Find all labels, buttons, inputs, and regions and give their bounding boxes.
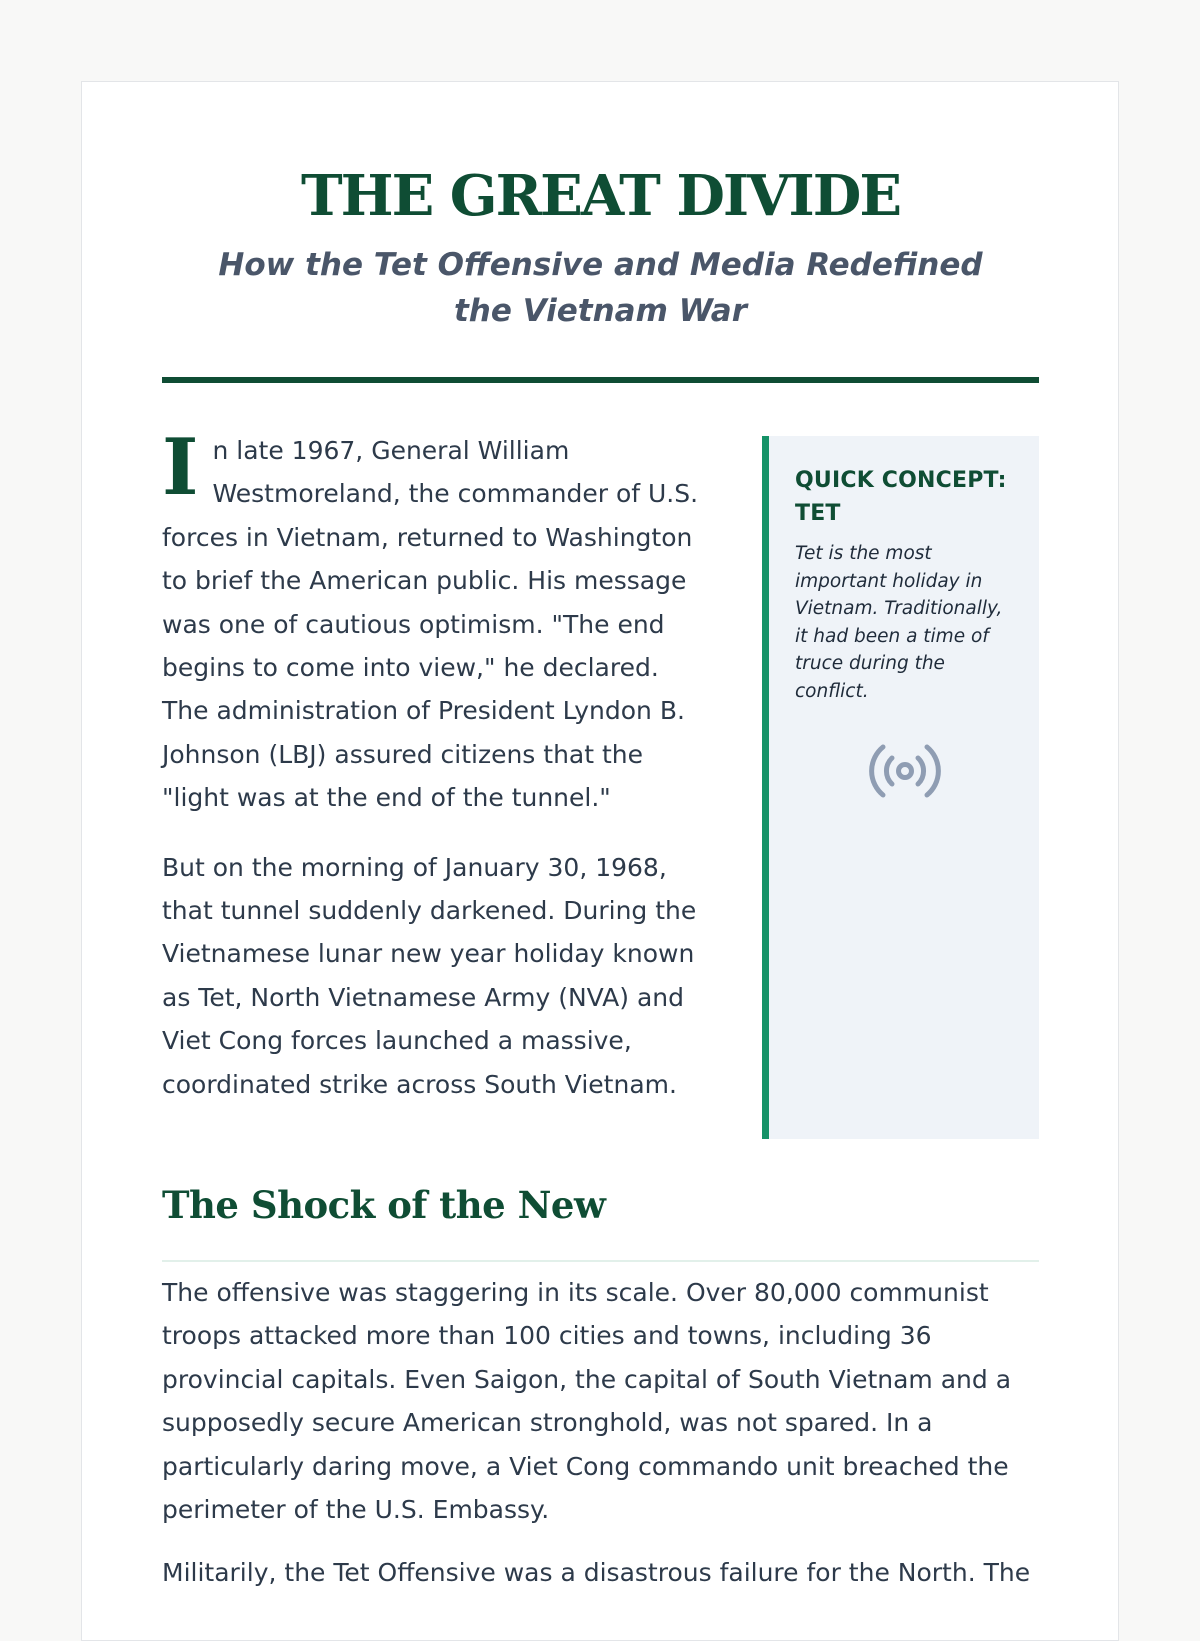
section-heading: The Shock of the New <box>162 1183 606 1227</box>
article-page <box>81 81 1119 1641</box>
quick-concept-sidebar <box>762 436 1039 1139</box>
intro-paragraph-2: But on the morning of January 30, 1968, that tunnel suddenly darkened. During the Vietnamese lunar new year holiday known as Tet, North Vietnamese Army (NVA) and Viet Cong forces launched a massive, coordinated strike across South Vietnam. <box>162 852 697 1099</box>
broadcast-icon <box>865 741 945 801</box>
section-divider <box>162 1260 1039 1262</box>
intro-paragraph-1-text: n late 1967, General William Westmoreland, the commander of U.S. forces in Vietnam, returned to Washington to brief the American public. His message was one of cautious optimism. "The end begins to come into view," he declared. The administration of President Lyndon B. Johnson (LBJ) assured citizens that the "light was at the end of the tunnel." <box>162 436 699 813</box>
page-subtitle: How the Tet Offensive and Media Redefined the Vietnam War <box>218 247 983 329</box>
section-paragraph-1: The offensive was staggering in its scale. Over 80,000 communist troops attacked more than 100 cities and towns, including 36 provincial capitals. Even Saigon, the capital of South Vietnam and a supposedly secure American stronghold, was not spared. In a particularly daring move, a Viet Cong commando unit breached the perimeter of the U.S. Embassy. <box>162 1278 1012 1525</box>
section-paragraph-2: Militarily, the Tet Offensive was a disastrous failure for the North. The <box>162 1558 1031 1588</box>
sidebar-text: Tet is the most important holiday in Vietnam. Traditionally, it had been a time of truce during the conflict. <box>795 543 1003 702</box>
drop-cap: I <box>162 422 199 513</box>
header-divider <box>162 377 1039 383</box>
section-body <box>162 1271 1039 1615</box>
page-title: THE GREAT DIVIDE <box>300 163 900 229</box>
intro-column <box>162 422 702 1132</box>
intro-paragraph-1 <box>162 422 702 820</box>
sidebar-title: QUICK CONCEPT: TET <box>795 468 1007 526</box>
